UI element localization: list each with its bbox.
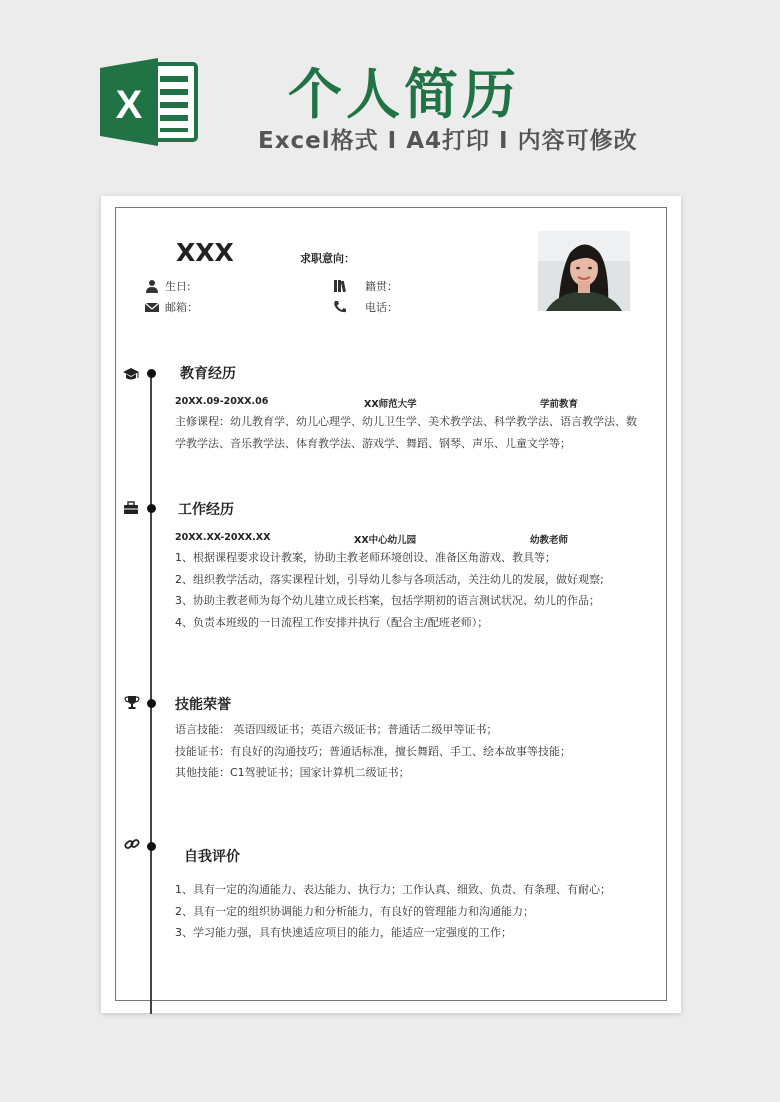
phone-row — [332, 299, 398, 315]
portrait-image — [538, 231, 630, 311]
origin-row — [332, 278, 398, 294]
work-title: 工作经历 — [178, 502, 234, 518]
self-eval-line: 3、学习能力强，具有快速适应项目的能力，能适应一定强度的工作； — [175, 926, 512, 939]
skills-line: 其他技能：C1驾驶证书；国家计算机二级证书； — [175, 766, 410, 779]
skills-line: 技能证书：有良好的沟通技巧；普通话标准，擅长舞蹈、手工、绘本故事等技能； — [175, 744, 571, 758]
books-icon — [332, 279, 348, 293]
education-line: 学教学法、音乐教学法、体育教学法、游戏学、舞蹈、钢琴、声乐、儿童文学等； — [175, 436, 571, 450]
education-period: 20XX.09-20XX.06 — [175, 396, 269, 407]
briefcase-icon — [123, 501, 139, 515]
skills-line: 语言技能： 英语四级证书；英语六级证书；普通话二级甲等证书； — [175, 723, 498, 736]
origin-label: 籍贯： — [365, 280, 398, 293]
work-position: 幼教老师 — [530, 535, 569, 546]
education-school: XX师范大学 — [364, 399, 417, 410]
work-line: 1、根据课程要求设计教案，协助主教老师环境创设、准备区角游戏、教具等； — [175, 551, 556, 564]
skills-details — [175, 719, 571, 784]
birthday-row — [144, 278, 191, 294]
email-row — [144, 299, 198, 315]
self-eval-details — [175, 879, 611, 944]
phone-label: 电话： — [365, 301, 398, 314]
education-details — [175, 411, 637, 454]
job-intent-label: 求职意向： — [300, 252, 355, 265]
timeline-dot — [147, 504, 156, 513]
timeline-line — [150, 370, 152, 1014]
email-icon — [144, 300, 160, 314]
email-label: 邮箱： — [165, 301, 198, 314]
work-company: XX中心幼儿园 — [354, 535, 417, 546]
skills-title: 技能荣誉 — [175, 697, 231, 713]
graduation-cap-icon — [123, 367, 139, 381]
self-eval-line: 1、具有一定的沟通能力、表达能力、执行力；工作认真、细致、负责、有条理、有耐心； — [175, 883, 611, 896]
excel-logo-letter: X — [115, 83, 143, 127]
phone-icon — [332, 300, 348, 314]
profile-photo — [538, 231, 630, 311]
timeline-dot — [147, 842, 156, 851]
timeline-dot — [147, 699, 156, 708]
candidate-name: XXX — [176, 238, 234, 267]
work-line: 2、组织教学活动，落实课程计划，引导幼儿参与各项活动，关注幼儿的发展，做好观察; — [175, 572, 604, 586]
education-title: 教育经历 — [180, 366, 236, 382]
page-subtitle: Excel格式 I A4打印 I 内容可修改 — [258, 128, 638, 154]
resume-frame — [115, 207, 667, 1001]
timeline-dot — [147, 369, 156, 378]
banner-header — [0, 0, 780, 190]
education-line: 主修课程：幼儿教育学、幼儿心理学、幼儿卫生学、美术教学法、科学教学法、语言教学法、数 — [175, 415, 637, 428]
self-eval-title: 自我评价 — [184, 849, 240, 865]
resume-paper — [101, 196, 681, 1013]
work-line: 3、协助主教老师为每个幼儿建立成长档案，包括学期初的语言测试状况、幼儿的作品； — [175, 594, 600, 607]
page-title: 个人简历 — [288, 63, 520, 126]
trophy-icon — [124, 695, 140, 709]
education-major: 学前教育 — [540, 399, 579, 410]
person-icon — [144, 279, 160, 293]
birthday-label: 生日: — [165, 280, 191, 293]
excel-logo-icon — [100, 56, 200, 148]
work-period: 20XX.XX-20XX.XX — [175, 532, 271, 543]
link-icon — [124, 837, 140, 851]
work-details — [175, 547, 604, 633]
self-eval-line: 2、具有一定的组织协调能力和分析能力，有良好的管理能力和沟通能力； — [175, 904, 534, 918]
work-line: 4、负责本班级的一日流程工作安排并执行（配合主/配班老师）； — [175, 615, 489, 629]
